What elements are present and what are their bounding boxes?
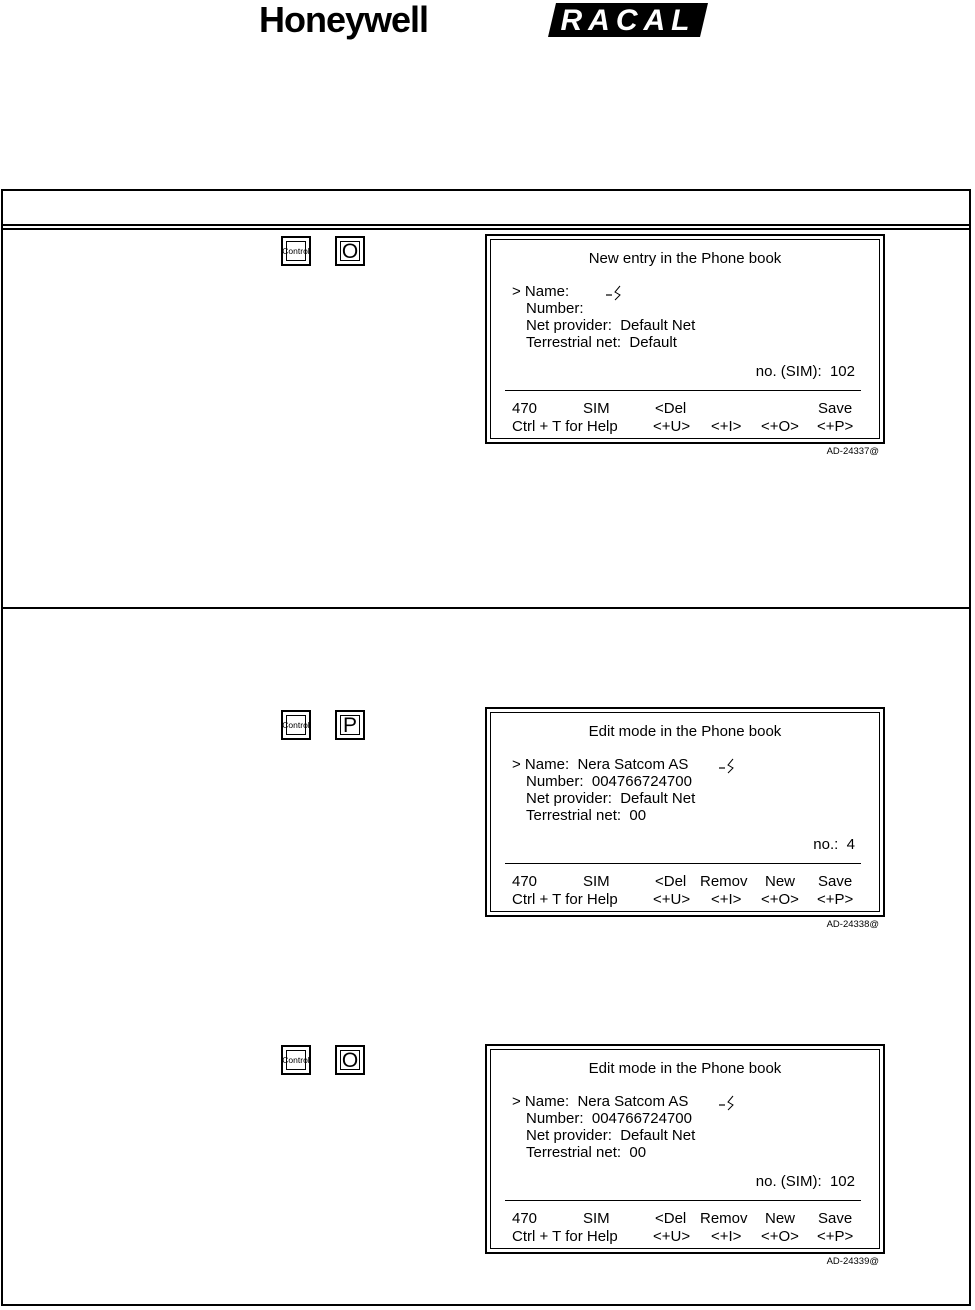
honeywell-logo: Honeywell bbox=[259, 0, 429, 40]
table-row-divider bbox=[1, 607, 971, 609]
softkey-label: SIM bbox=[583, 400, 610, 417]
softkey-label: New bbox=[765, 1210, 796, 1227]
entry-counter: no.: 4 bbox=[813, 836, 855, 853]
letter-key-label: O bbox=[341, 239, 359, 263]
softkey-hint: <+P> bbox=[817, 1228, 854, 1245]
text-cursor-icon bbox=[606, 284, 622, 302]
softkey-label: New bbox=[765, 873, 796, 890]
softkey-label: <Del bbox=[655, 400, 687, 417]
letter-key bbox=[335, 710, 365, 740]
softkey-divider bbox=[505, 390, 861, 391]
control-key-label: Control bbox=[282, 719, 310, 730]
softkey-hint: <+I> bbox=[711, 891, 742, 908]
text-cursor-icon bbox=[719, 1094, 735, 1112]
softkey-label: Remov bbox=[700, 1210, 748, 1227]
terrestrial-net-field: Terrestrial net: Default bbox=[526, 334, 677, 351]
text-cursor-icon bbox=[719, 757, 735, 775]
softkey-hint: <+U> bbox=[653, 1228, 691, 1245]
softkey-label: SIM bbox=[583, 1210, 610, 1227]
net-provider-field: Net provider: Default Net bbox=[526, 1127, 696, 1144]
terrestrial-net-field: Terrestrial net: 00 bbox=[526, 807, 647, 824]
figure-id: AD-24339@ bbox=[826, 1256, 879, 1267]
number-field: Number: 004766724700 bbox=[526, 773, 692, 790]
softkey-hint: <+I> bbox=[711, 418, 742, 435]
softkey-hint: Ctrl + T for Help bbox=[512, 891, 618, 908]
phone-book-screen bbox=[485, 707, 885, 917]
softkey-hint: Ctrl + T for Help bbox=[512, 418, 618, 435]
softkey-hint: <+O> bbox=[761, 891, 799, 908]
softkey-label: Save bbox=[818, 400, 853, 417]
net-provider-field: Net provider: Default Net bbox=[526, 317, 696, 334]
control-key bbox=[281, 236, 311, 266]
softkey-label: Save bbox=[818, 1210, 853, 1227]
softkey-hint: <+U> bbox=[653, 891, 691, 908]
net-provider-field: Net provider: Default Net bbox=[526, 790, 696, 807]
letter-key-label: O bbox=[341, 1048, 359, 1072]
control-key bbox=[281, 1045, 311, 1075]
softkey-hint: <+I> bbox=[711, 1228, 742, 1245]
letter-key bbox=[335, 236, 365, 266]
screen-title: New entry in the Phone book bbox=[588, 250, 782, 267]
entry-counter: no. (SIM): 102 bbox=[755, 363, 855, 380]
softkey-label: Save bbox=[818, 873, 853, 890]
softkey-divider bbox=[505, 1200, 861, 1201]
letter-key bbox=[335, 1045, 365, 1075]
number-field: Number: 004766724700 bbox=[526, 1110, 692, 1127]
softkey-hint: <+O> bbox=[761, 418, 799, 435]
table-header-divider-double bbox=[1, 228, 971, 230]
name-field: > Name: Nera Satcom AS bbox=[512, 1093, 689, 1110]
figure-id: AD-24337@ bbox=[826, 446, 879, 457]
racal-logo-text: RACAL bbox=[560, 4, 696, 37]
control-key-label: Control bbox=[282, 245, 310, 256]
control-key bbox=[281, 710, 311, 740]
softkey-divider bbox=[505, 863, 861, 864]
softkey-hint: Ctrl + T for Help bbox=[512, 1228, 618, 1245]
softkey-hint: <+O> bbox=[761, 1228, 799, 1245]
terrestrial-net-field: Terrestrial net: 00 bbox=[526, 1144, 647, 1161]
screen-title: Edit mode in the Phone book bbox=[588, 1060, 782, 1077]
softkey-label: 470 bbox=[512, 1210, 538, 1227]
number-field: Number: bbox=[526, 300, 584, 317]
control-key-label: Control bbox=[282, 1054, 310, 1065]
phone-book-screen bbox=[485, 234, 885, 444]
name-field: > Name: Nera Satcom AS bbox=[512, 756, 689, 773]
softkey-hint: <+U> bbox=[653, 418, 691, 435]
softkey-label: 470 bbox=[512, 873, 538, 890]
screen-title: Edit mode in the Phone book bbox=[588, 723, 782, 740]
softkey-label: SIM bbox=[583, 873, 610, 890]
table-header-divider bbox=[1, 224, 971, 226]
letter-key-label: P bbox=[342, 713, 357, 737]
entry-counter: no. (SIM): 102 bbox=[755, 1173, 855, 1190]
softkey-label: <Del bbox=[655, 1210, 687, 1227]
figure-id: AD-24338@ bbox=[826, 919, 879, 930]
softkey-hint: <+P> bbox=[817, 418, 854, 435]
softkey-label: 470 bbox=[512, 400, 538, 417]
softkey-label: <Del bbox=[655, 873, 687, 890]
softkey-label: Remov bbox=[700, 873, 748, 890]
phone-book-screen bbox=[485, 1044, 885, 1254]
softkey-hint: <+P> bbox=[817, 891, 854, 908]
racal-logo bbox=[548, 3, 708, 37]
name-field: > Name: bbox=[512, 283, 570, 300]
